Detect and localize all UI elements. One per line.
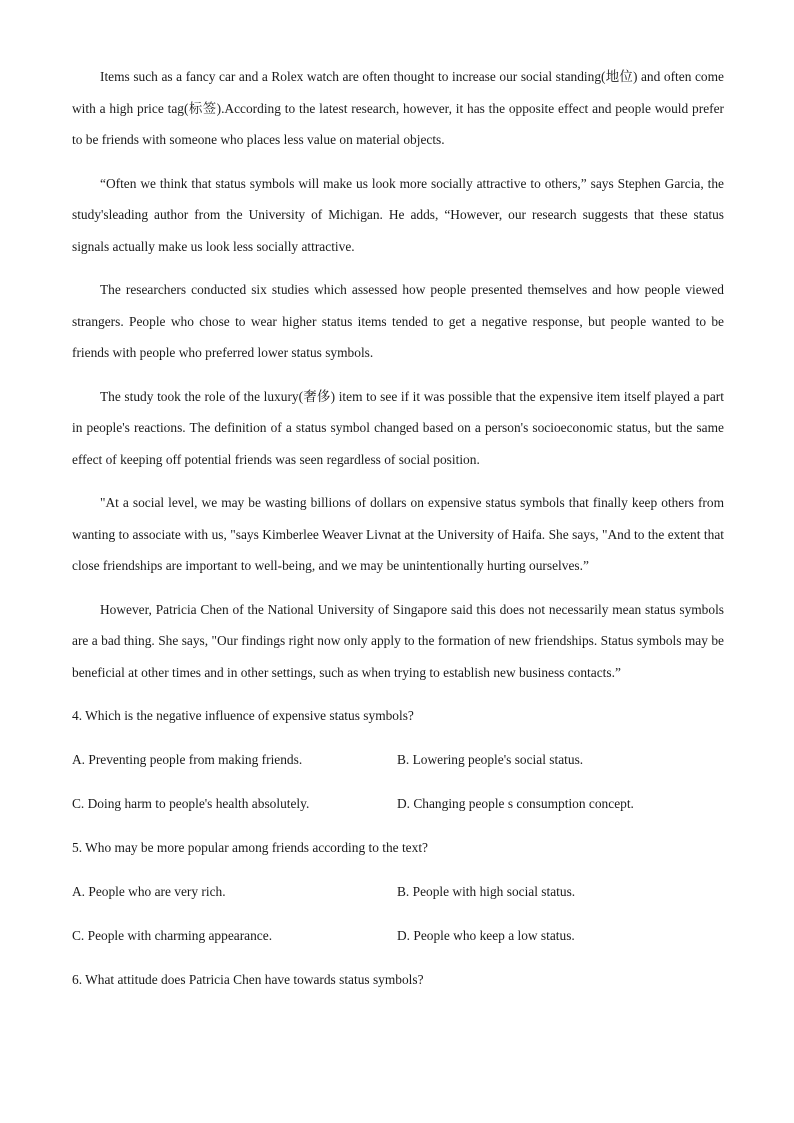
question-block [72, 832, 724, 964]
option-c: C. Doing harm to people's health absolutely. [72, 796, 310, 811]
option-b: B. People with high social status. [397, 884, 576, 899]
question-block [72, 964, 724, 1008]
passage-paragraph: “Often we think that status symbols will make us look more socially attractive to others,” says Stephen Garcia, the study'sleading author from the University of Michigan. He adds, “However, our research suggests that these status signals actually make us look less socially attractive. [72, 175, 724, 254]
option-d: D. Changing people s consumption concept. [397, 796, 634, 811]
passage-paragraph: However, Patricia Chen of the National University of Singapore said this does not necessarily mean status symbols are a bad thing. She says, "Our findings right now only apply to the formation of new friendships. Status symbols may be beneficial at other times and in other settings, such as when trying to establish new business contacts.” [72, 601, 724, 680]
passage-paragraph: Items such as a fancy car and a Rolex watch are often thought to increase our social standing(地位) and often come with a high price tag(标签).According to the latest research, however, it has the opposite effect and people would prefer to be friends with someone who places less value on material objects. [72, 69, 724, 147]
question-stem: 5. Who may be more popular among friends according to the text? [72, 840, 428, 855]
reading-passage [72, 61, 724, 688]
passage-paragraph: "At a social level, we may be wasting billions of dollars on expensive status symbols that finally keep others from wanting to associate with us, "says Kimberlee Weaver Livnat at the University of Haifa. She says, "And to the extent that close friendships are important to well-being, and we may be unintentionally hurting ourselves.” [72, 495, 724, 573]
document-page [72, 61, 724, 1008]
question-block [72, 700, 724, 832]
options-row [72, 920, 724, 964]
passage-paragraph: The researchers conducted six studies which assessed how people presented themselves and how people viewed strangers. People who chose to wear higher status items tended to get a negative response, but people wanted to be friends with people who preferred lower status symbols. [72, 282, 724, 360]
option-c: C. People with charming appearance. [72, 928, 273, 943]
options-row [72, 744, 724, 788]
option-a: A. Preventing people from making friends. [72, 752, 303, 767]
passage-paragraph: The study took the role of the luxury(奢侈) item to see if it was possible that the expensive item itself played a part in people's reactions. The definition of a status symbol changed based on a person's socioeconomic status, but the same effect of keeping off potential friends was seen regardless of social position. [72, 388, 724, 467]
option-a: A. People who are very rich. [72, 884, 226, 899]
question-stem: 4. Which is the negative influence of expensive status symbols? [72, 708, 414, 723]
option-d: D. People who keep a low status. [397, 928, 575, 943]
option-b: B. Lowering people's social status. [397, 752, 584, 767]
question-stem: 6. What attitude does Patricia Chen have towards status symbols? [72, 972, 424, 987]
options-row [72, 876, 724, 920]
options-row [72, 788, 724, 832]
